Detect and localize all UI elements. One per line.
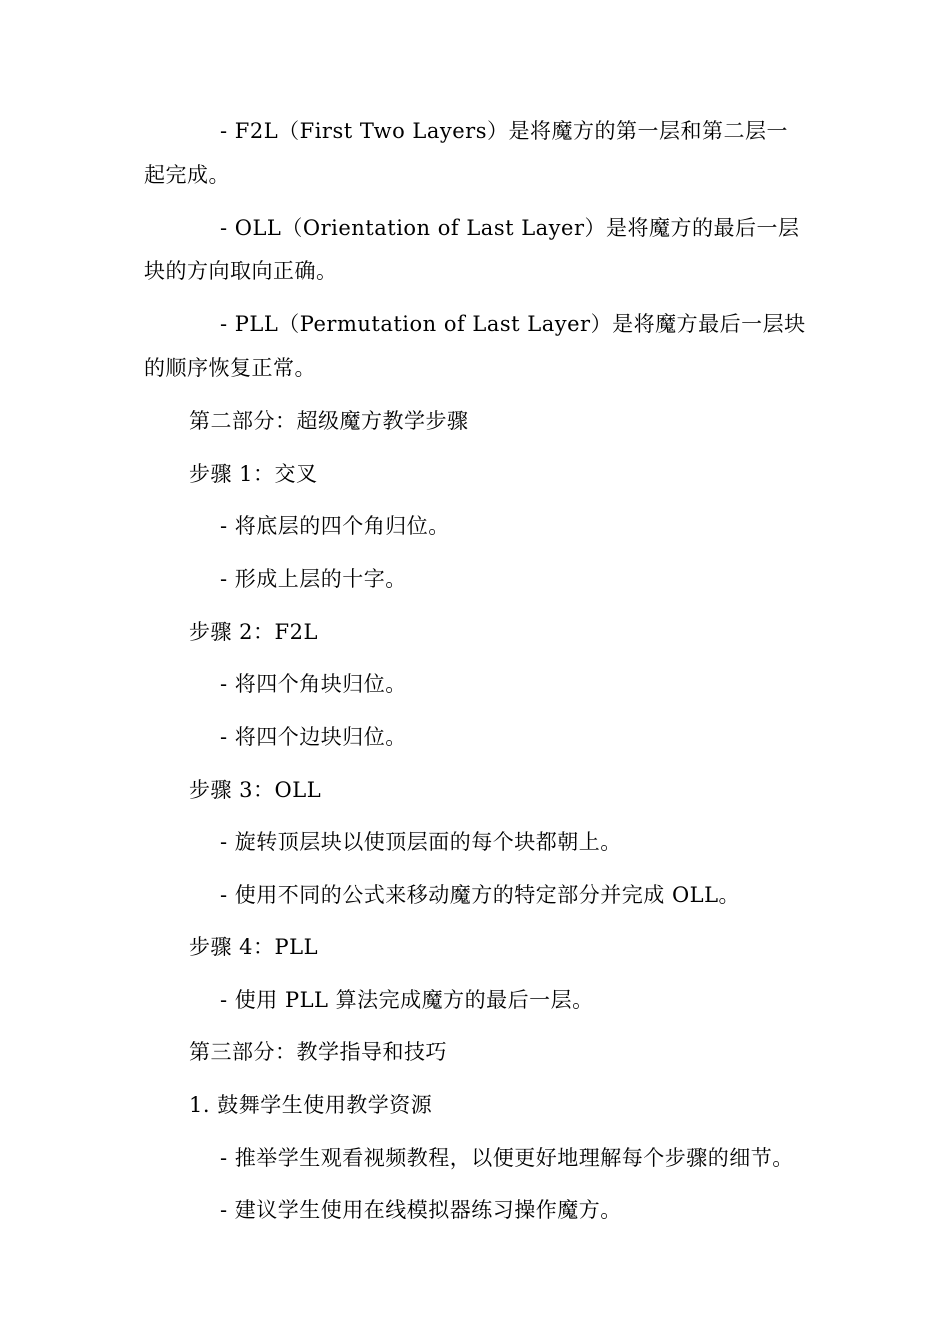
tip1-item-2: - 建议学生使用在线模拟器练习操作魔方。 bbox=[220, 1198, 622, 1222]
step2-item-1: - 将四个角块归位。 bbox=[220, 672, 407, 696]
f2l-definition-line-2: 起完成。 bbox=[144, 163, 230, 187]
step3-item-1: - 旋转顶层块以使顶层面的每个块都朝上。 bbox=[220, 830, 622, 854]
part2-heading: 第二部分：超级魔方教学步骤 bbox=[189, 409, 469, 433]
step1-item-1: - 将底层的四个角归位。 bbox=[220, 514, 450, 538]
step3-heading: 步骤 3：OLL bbox=[189, 778, 322, 802]
oll-definition-line-2: 块的方向取向正确。 bbox=[144, 259, 338, 283]
oll-definition-line-1: - OLL（Orientation of Last Layer）是将魔方的最后一层 bbox=[220, 216, 800, 240]
pll-definition-line-2: 的顺序恢复正常。 bbox=[144, 356, 316, 380]
step1-heading: 步骤 1：交叉 bbox=[189, 462, 318, 486]
step3-item-2: - 使用不同的公式来移动魔方的特定部分并完成 OLL。 bbox=[220, 883, 741, 907]
tip1-item-1: - 推举学生观看视频教程，以便更好地理解每个步骤的细节。 bbox=[220, 1146, 794, 1170]
tip1-heading: 1. 鼓舞学生使用教学资源 bbox=[189, 1093, 433, 1117]
pll-definition-line-1: - PLL（Permutation of Last Layer）是将魔方最后一层块 bbox=[220, 312, 806, 336]
step4-item-1: - 使用 PLL 算法完成魔方的最后一层。 bbox=[220, 988, 594, 1012]
step4-heading: 步骤 4：PLL bbox=[189, 935, 319, 959]
f2l-definition-line-1: - F2L（First Two Layers）是将魔方的第一层和第二层一 bbox=[220, 119, 788, 143]
part3-heading: 第三部分：教学指导和技巧 bbox=[189, 1040, 447, 1064]
step2-item-2: - 将四个边块归位。 bbox=[220, 725, 407, 749]
step2-heading: 步骤 2：F2L bbox=[189, 620, 318, 644]
step1-item-2: - 形成上层的十字。 bbox=[220, 567, 407, 591]
